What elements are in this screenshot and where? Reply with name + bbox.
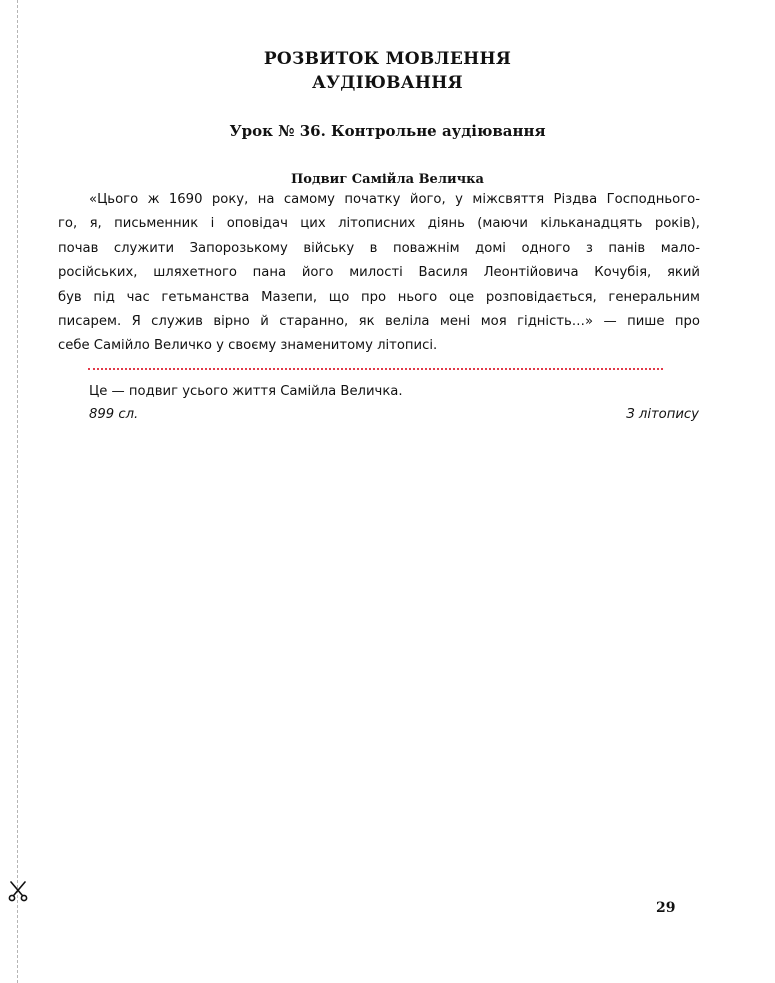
scissors-icon	[7, 880, 29, 902]
paragraph-line: почав служити Запорозькому війську в поважнім домі одного з панів мало-	[58, 240, 700, 256]
cut-line	[17, 0, 18, 983]
paragraph-line: го, я, письменник і оповідач цих літописних діянь (маючи кільканадцять років),	[58, 216, 700, 232]
paragraph-line: російських, шляхетного пана його милості Василя Леонтійовича Кочубія, який	[58, 265, 700, 281]
word-count: 899 сл.	[89, 407, 139, 422]
section-title: РОЗВИТОК МОВЛЕННЯ	[263, 49, 512, 69]
paragraph-line: себе Самійло Величко у своєму знаменитому літописі.	[58, 338, 438, 354]
lesson-title: Урок № 36. Контрольне аудіювання	[229, 122, 546, 140]
text-title: Подвиг Самійла Величка	[291, 172, 484, 187]
page-number: 29	[656, 900, 676, 916]
section-subtitle: АУДІЮВАННЯ	[312, 73, 463, 93]
text-source: З літопису	[626, 407, 699, 422]
omission-separator	[88, 368, 663, 370]
paragraph-line: писарем. Я служив вірно й старанно, як веліла мені моя гідність…» — пише про	[58, 313, 700, 329]
ending-paragraph: Це — подвиг усього життя Самійла Величка.	[89, 384, 403, 399]
main-paragraph	[58, 188, 700, 359]
paragraph-line: «Цього ж 1690 року, на самому початку його, у міжсвяття Різдва Господнього-	[89, 192, 700, 207]
paragraph-line: був під час гетьманства Мазепи, що про нього оце розповідається, генеральним	[58, 289, 700, 305]
